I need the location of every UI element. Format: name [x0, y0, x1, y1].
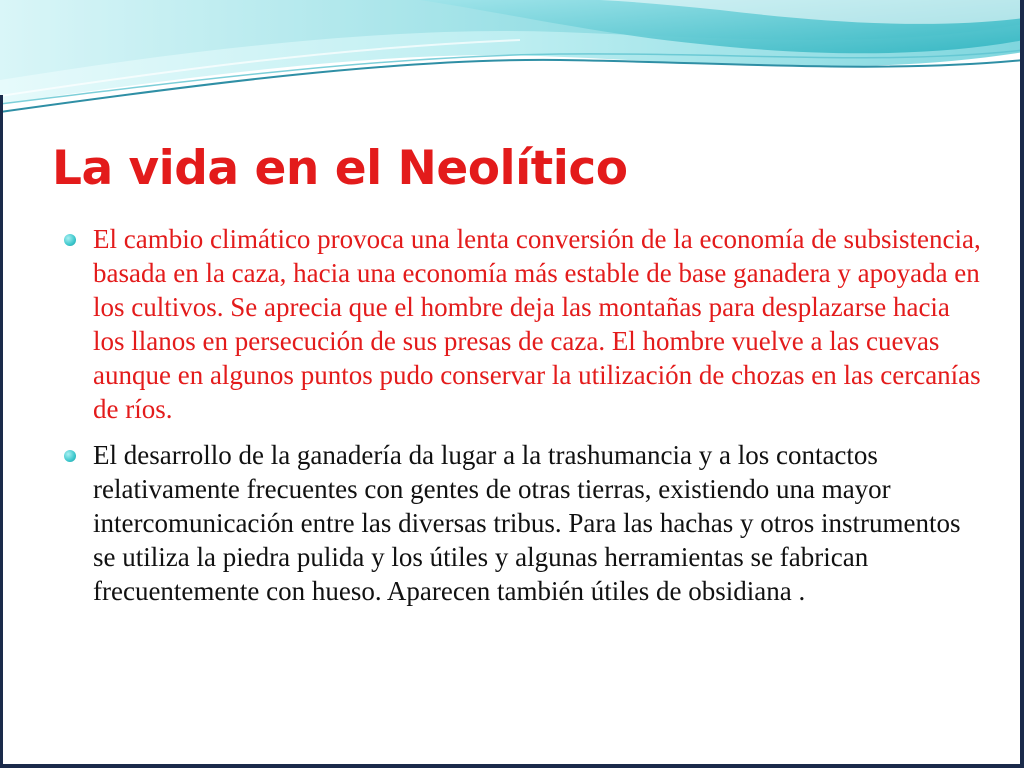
bullet-text: El cambio climático provoca una lenta conversión de la economía de subsistencia, basada en la caza, hacia una economía más estable de base ganadera y apoyada en los cultivos. Se aprecia que el hombre deja las montañas para desplazarse hacia los llanos en persecución de sus presas de caza. El hombre vuelve a las cuevas aunque en algunos puntos pudo conservar la utilización de chozas en las cercanías de ríos. — [93, 224, 981, 424]
frame-left-border — [0, 95, 3, 768]
bullet-item-climate — [62, 222, 982, 426]
bullet-dot-icon — [64, 450, 76, 462]
bullet-item-livestock — [62, 438, 982, 608]
slide-title: La vida en el Neolítico — [52, 141, 628, 196]
frame-bottom-border — [0, 764, 1024, 768]
bullet-text: El desarrollo de la ganadería da lugar a la trashumancia y a los contactos relativamente frecuentes con gentes de otras tierras, existiendo una mayor intercomunicación entre las diversas tribus. Para las hachas y otros instrumentos se utiliza la piedra pulida y los útiles y algunas herramientas se fabrican frecuentemente con hueso. Aparecen también útiles de obsidiana . — [93, 440, 961, 606]
bullet-list — [62, 222, 982, 620]
header-wave-decoration — [0, 0, 1024, 120]
bullet-dot-icon — [64, 234, 76, 246]
frame-right-border — [1020, 0, 1024, 768]
